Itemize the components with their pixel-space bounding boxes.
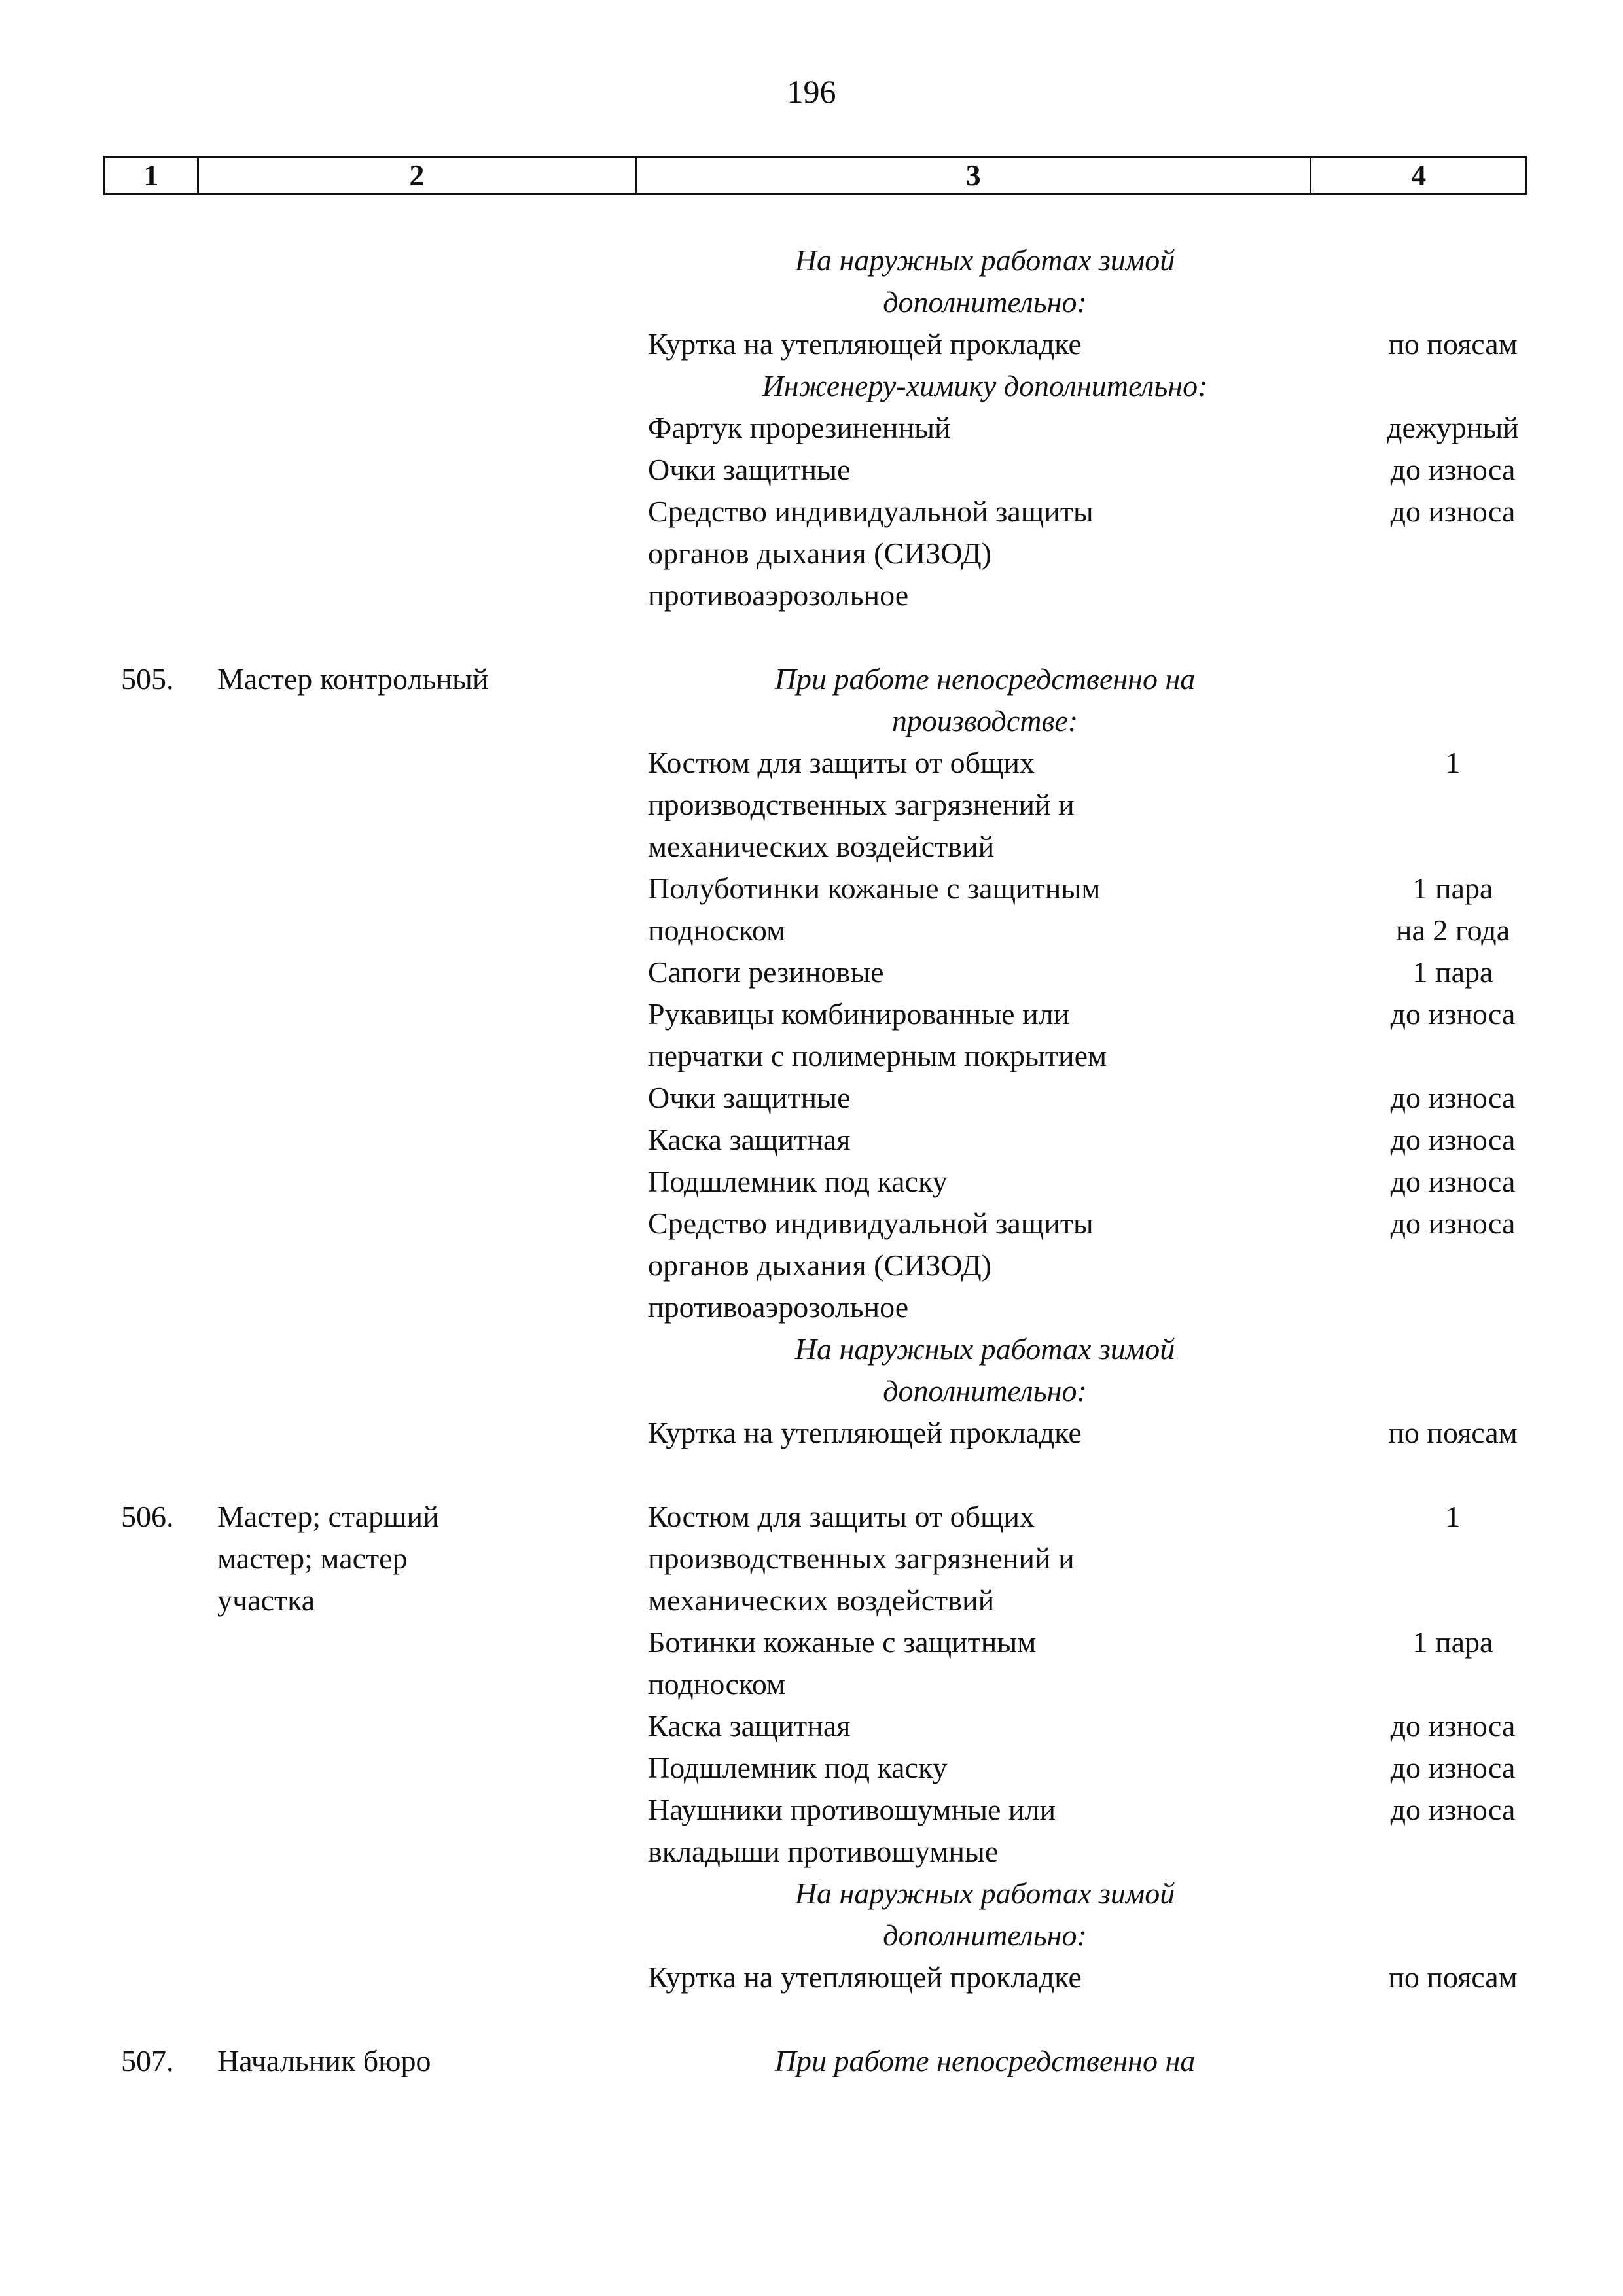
condition-line: При работе непосредственно на	[774, 2044, 1196, 2077]
condition-line: дополнительно:	[883, 1918, 1087, 1952]
ppe-item-line: механических воздействий	[648, 830, 995, 863]
issue-norm	[1342, 1705, 1564, 1747]
ppe-item	[648, 742, 1302, 868]
issue-norm	[1342, 1161, 1564, 1203]
issue-norm	[1342, 1789, 1564, 1831]
ppe-item	[648, 993, 1302, 1077]
condition-heading	[648, 658, 1322, 742]
issue-norm-line: до износа	[1390, 1709, 1516, 1742]
ppe-item-line: Сапоги резиновые	[648, 955, 884, 989]
job-title	[217, 2040, 584, 2082]
ppe-item	[648, 1789, 1302, 1873]
issue-norm	[1342, 993, 1564, 1035]
job-title	[217, 658, 584, 700]
condition-heading	[648, 239, 1322, 323]
job-title-line: Начальник бюро	[217, 2044, 431, 2077]
issue-norm	[1342, 1119, 1564, 1161]
job-title-line: участка	[217, 1583, 315, 1617]
condition-heading	[648, 1328, 1322, 1412]
ppe-item	[648, 1412, 1302, 1454]
ppe-item-line: Очки защитные	[648, 453, 851, 486]
ppe-item	[648, 449, 1302, 491]
issue-norm-line: до износа	[1390, 1751, 1516, 1784]
column-2-header: 2	[199, 158, 637, 193]
issue-norm-line: 1	[1445, 1500, 1461, 1533]
ppe-item-line: органов дыхания (СИЗОД)	[648, 1248, 992, 1282]
ppe-item	[648, 1496, 1302, 1621]
issue-norm-line: 1	[1445, 746, 1461, 779]
job-title-line: Мастер; старший	[217, 1500, 439, 1533]
ppe-item-line: Наушники противошумные или	[648, 1793, 1056, 1826]
ppe-item	[648, 1077, 1302, 1119]
issue-norm	[1342, 742, 1564, 784]
issue-norm	[1342, 1956, 1564, 1998]
ppe-item-line: механических воздействий	[648, 1583, 995, 1617]
issue-norm-line: по поясам	[1388, 327, 1518, 361]
issue-norm-line: 1 пара	[1412, 872, 1493, 905]
issue-norm	[1342, 951, 1564, 993]
issue-norm	[1342, 868, 1564, 951]
page-number: 196	[787, 73, 836, 110]
job-title-line: мастер; мастер	[217, 1542, 408, 1575]
issue-norm	[1342, 323, 1564, 365]
ppe-item-line: Рукавицы комбинированные или	[648, 997, 1070, 1031]
ppe-item-line: подноском	[648, 1667, 786, 1701]
issue-norm-line: до износа	[1390, 1123, 1516, 1156]
entry-number: 507.	[121, 2044, 174, 2077]
issue-norm-line: на 2 года	[1395, 913, 1510, 947]
ppe-item	[648, 491, 1302, 616]
issue-norm-line: 1 пара	[1412, 1625, 1493, 1659]
condition-heading	[648, 365, 1322, 407]
issue-norm-line: до износа	[1390, 1165, 1516, 1198]
issue-norm-line: 1 пара	[1412, 955, 1493, 989]
issue-norm	[1342, 1412, 1564, 1454]
condition-line: На наружных работах зимой	[794, 1332, 1175, 1366]
ppe-item	[648, 951, 1302, 993]
issue-norm	[1342, 1496, 1564, 1538]
ppe-item-line: производственных загрязнений и	[648, 788, 1075, 821]
job-title-line: Мастер контрольный	[217, 662, 489, 696]
issue-norm	[1342, 1621, 1564, 1663]
ppe-item-line: органов дыхания (СИЗОД)	[648, 537, 992, 570]
ppe-item	[648, 1621, 1302, 1705]
ppe-item-line: Куртка на утепляющей прокладке	[648, 1960, 1082, 1994]
ppe-item-line: Полуботинки кожаные с защитным	[648, 872, 1101, 905]
condition-line: На наружных работах зимой	[794, 1877, 1175, 1910]
ppe-item-line: подноском	[648, 913, 786, 947]
issue-norm-line: по поясам	[1388, 1416, 1518, 1449]
issue-norm-line: до износа	[1390, 1207, 1516, 1240]
issue-norm	[1342, 407, 1564, 449]
issue-norm-line: до износа	[1390, 997, 1516, 1031]
ppe-item-line: Ботинки кожаные с защитным	[648, 1625, 1037, 1659]
issue-norm-line: дежурный	[1387, 411, 1519, 444]
condition-line: На наружных работах зимой	[794, 243, 1175, 277]
condition-heading	[648, 1873, 1322, 1956]
ppe-item	[648, 1956, 1302, 1998]
ppe-item-line: Каска защитная	[648, 1709, 851, 1742]
ppe-item	[648, 1203, 1302, 1328]
ppe-item-line: Куртка на утепляющей прокладке	[648, 327, 1082, 361]
ppe-item-line: Каска защитная	[648, 1123, 851, 1156]
issue-norm-line: до износа	[1390, 1793, 1516, 1826]
ppe-item	[648, 1161, 1302, 1203]
ppe-item	[648, 1747, 1302, 1789]
ppe-item-line: противоаэрозольное	[648, 1290, 909, 1324]
condition-line: Инженеру-химику дополнительно:	[762, 369, 1208, 402]
issue-norm	[1342, 491, 1564, 533]
column-3-header: 3	[637, 158, 1312, 193]
condition-line: производстве:	[891, 704, 1079, 737]
ppe-item-line: вкладыши противошумные	[648, 1835, 999, 1868]
job-title	[217, 1496, 584, 1621]
issue-norm-line: до износа	[1390, 1081, 1516, 1114]
ppe-item-line: Фартук прорезиненный	[648, 411, 951, 444]
issue-norm	[1342, 449, 1564, 491]
ppe-item	[648, 323, 1302, 365]
ppe-item-line: Средство индивидуальной защиты	[648, 495, 1094, 528]
ppe-item-line: Средство индивидуальной защиты	[648, 1207, 1094, 1240]
entry-number: 506.	[121, 1500, 174, 1533]
table-column-header	[103, 156, 1527, 195]
entry-number: 505.	[121, 662, 174, 696]
condition-heading	[648, 2040, 1322, 2082]
ppe-item-line: перчатки с полимерным покрытием	[648, 1039, 1107, 1072]
issue-norm	[1342, 1077, 1564, 1119]
ppe-item-line: Подшлемник под каску	[648, 1751, 948, 1784]
ppe-item	[648, 1119, 1302, 1161]
ppe-item-line: Куртка на утепляющей прокладке	[648, 1416, 1082, 1449]
issue-norm-line: до износа	[1390, 453, 1516, 486]
condition-line: дополнительно:	[883, 1374, 1087, 1407]
ppe-item-line: Очки защитные	[648, 1081, 851, 1114]
ppe-item	[648, 407, 1302, 449]
column-1-header: 1	[105, 158, 199, 193]
issue-norm	[1342, 1203, 1564, 1245]
condition-line: При работе непосредственно на	[774, 662, 1196, 696]
issue-norm-line: до износа	[1390, 495, 1516, 528]
column-4-header: 4	[1411, 158, 1427, 192]
ppe-item-line: производственных загрязнений и	[648, 1542, 1075, 1575]
ppe-item-line: Подшлемник под каску	[648, 1165, 948, 1198]
condition-line: дополнительно:	[883, 285, 1087, 319]
issue-norm	[1342, 1747, 1564, 1789]
ppe-item-line: Костюм для защиты от общих	[648, 746, 1035, 779]
issue-norm-line: по поясам	[1388, 1960, 1518, 1994]
ppe-item-line: противоаэрозольное	[648, 578, 909, 612]
ppe-item	[648, 1705, 1302, 1747]
ppe-item	[648, 868, 1302, 951]
ppe-item-line: Костюм для защиты от общих	[648, 1500, 1035, 1533]
